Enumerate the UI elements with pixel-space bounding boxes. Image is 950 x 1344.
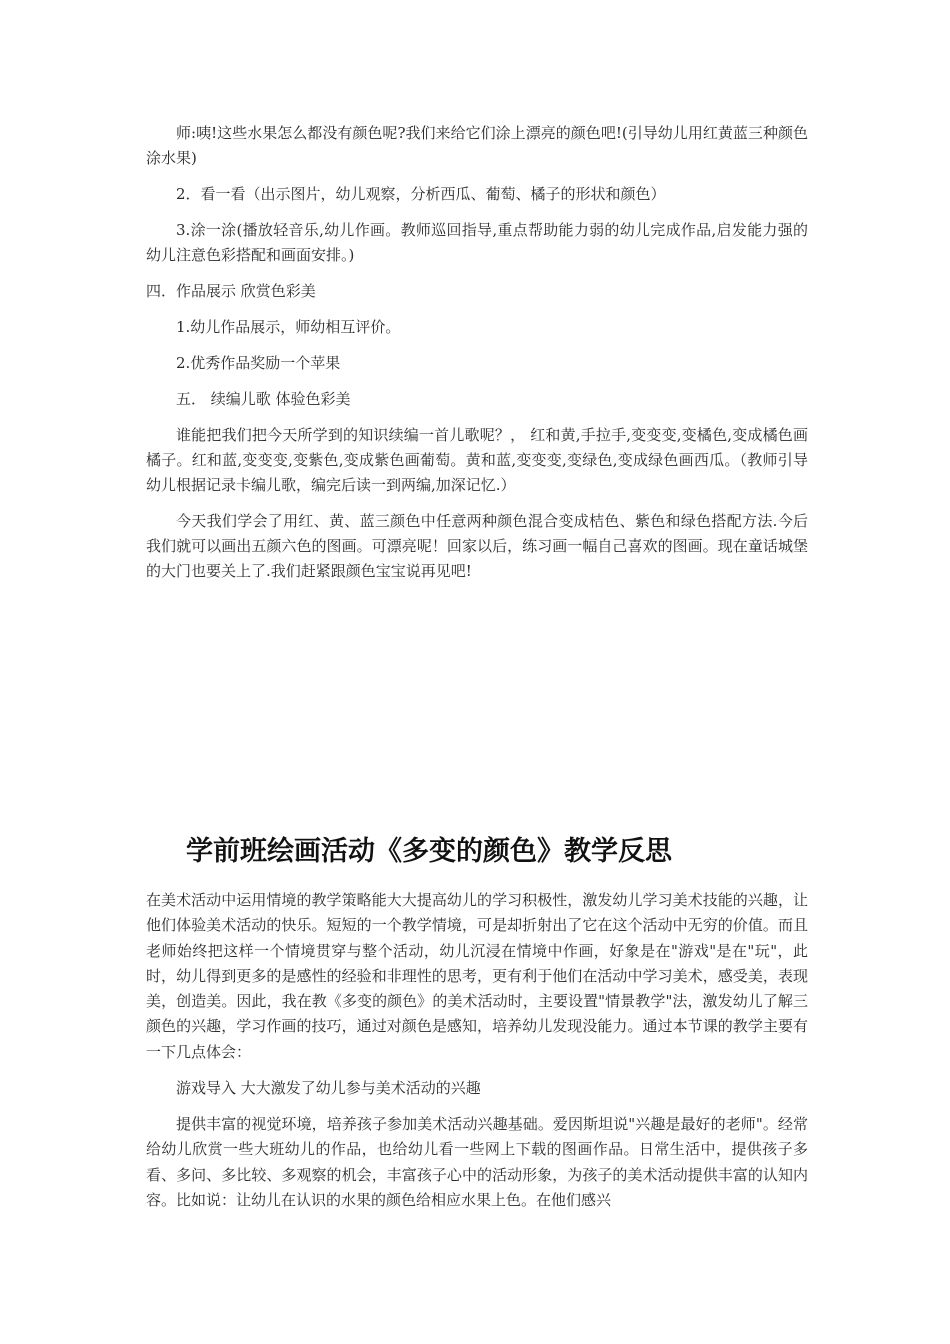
paragraph-nursery-rhyme: 谁能把我们把今天所学到的知识续编一首儿歌呢？， 红和黄,手拉手,变变变,变橘色,变成橘色画橘子。红和蓝,变变变,变紫色,变成紫色画葡萄。黄和蓝,变变变,变绿色,变成绿色画西瓜。（教师引导幼儿根据记录卡编儿歌，编完后读一到两编,加深记忆.）	[146, 426, 808, 494]
subheading-game-intro: 游戏导入 大大激发了幼儿参与美术活动的兴趣	[176, 1079, 481, 1098]
section-heading-five: 五． 续编儿歌 体验色彩美	[176, 390, 351, 408]
reflection-section	[146, 888, 808, 1224]
section-heading-four: 四．作品展示 欣赏色彩美	[146, 282, 316, 300]
paragraph-reflection-intro: 在美术活动中运用情境的教学策略能大大提高幼儿的学习积极性，激发幼儿学习美术技能的兴趣，让他们体验美术活动的快乐。短短的一个教学情境，可是却折射出了它在这个活动中无穷的价值。而且老师始终把这样一个情境贯穿与整个活动，幼儿沉浸在情境中作画，好象是在"游戏"是在"玩"，此时，幼儿得到更多的是感性的经验和非理性的思考，更有利于他们在活动中学习美术，感受美，表现美，创造美。因此，我在教《多变的颜色》的美术活动时，主要设置"情景教学"法，激发幼儿了解三颜色的兴趣，学习作画的技巧，通过对颜色是感知，培养幼儿发现没能力。通过本节课的教学主要有一下几点体会：	[146, 891, 808, 1061]
paragraph-reward: 2.优秀作品奖励一个苹果	[176, 354, 341, 372]
paragraph-summary: 今天我们学会了用红、黄、蓝三颜色中任意两种颜色混合变成桔色、紫色和绿色搭配方法.今后我们就可以画出五颜六色的图画。可漂亮呢！回家以后，练习画一幅自己喜欢的图画。现在童话城堡的大门也要关上了.我们赶紧跟颜色宝宝说再见吧!	[146, 512, 808, 580]
paragraph-works-display: 1.幼儿作品展示，师幼相互评价。	[176, 318, 401, 336]
paragraph-visual-environment: 提供丰富的视觉环境，培养孩子参加美术活动兴趣基础。爱因斯坦说"兴趣是最好的老师"。经常给幼儿欣赏一些大班幼儿的作品，也给幼儿看一些网上下载的图画作品。日常生活中，提供孩子多看、多问、多比较、多观察的机会，丰富孩子心中的活动形象，为孩子的美术活动提供丰富的认知内容。比如说：让幼儿在认识的水果的颜色给相应水果上色。在他们感兴	[146, 1115, 808, 1209]
page-title: 学前班绘画活动《多变的颜色》教学反思	[186, 836, 672, 867]
paragraph-step-look: 2．看一看（出示图片，幼儿观察，分析西瓜、葡萄、橘子的形状和颜色）	[176, 185, 666, 203]
paragraph-teacher-dialogue: 师:咦!这些水果怎么都没有颜色呢?我们来给它们涂上漂亮的颜色吧!(引导幼儿用红黄蓝三种颜色涂水果)	[146, 124, 808, 167]
paragraph-step-paint: 3.涂一涂(播放轻音乐,幼儿作画。教师巡回指导,重点帮助能力弱的幼儿完成作品,启发能力强的幼儿注意色彩搭配和画面安排。)	[146, 221, 808, 264]
lesson-plan-continuation	[146, 121, 808, 595]
